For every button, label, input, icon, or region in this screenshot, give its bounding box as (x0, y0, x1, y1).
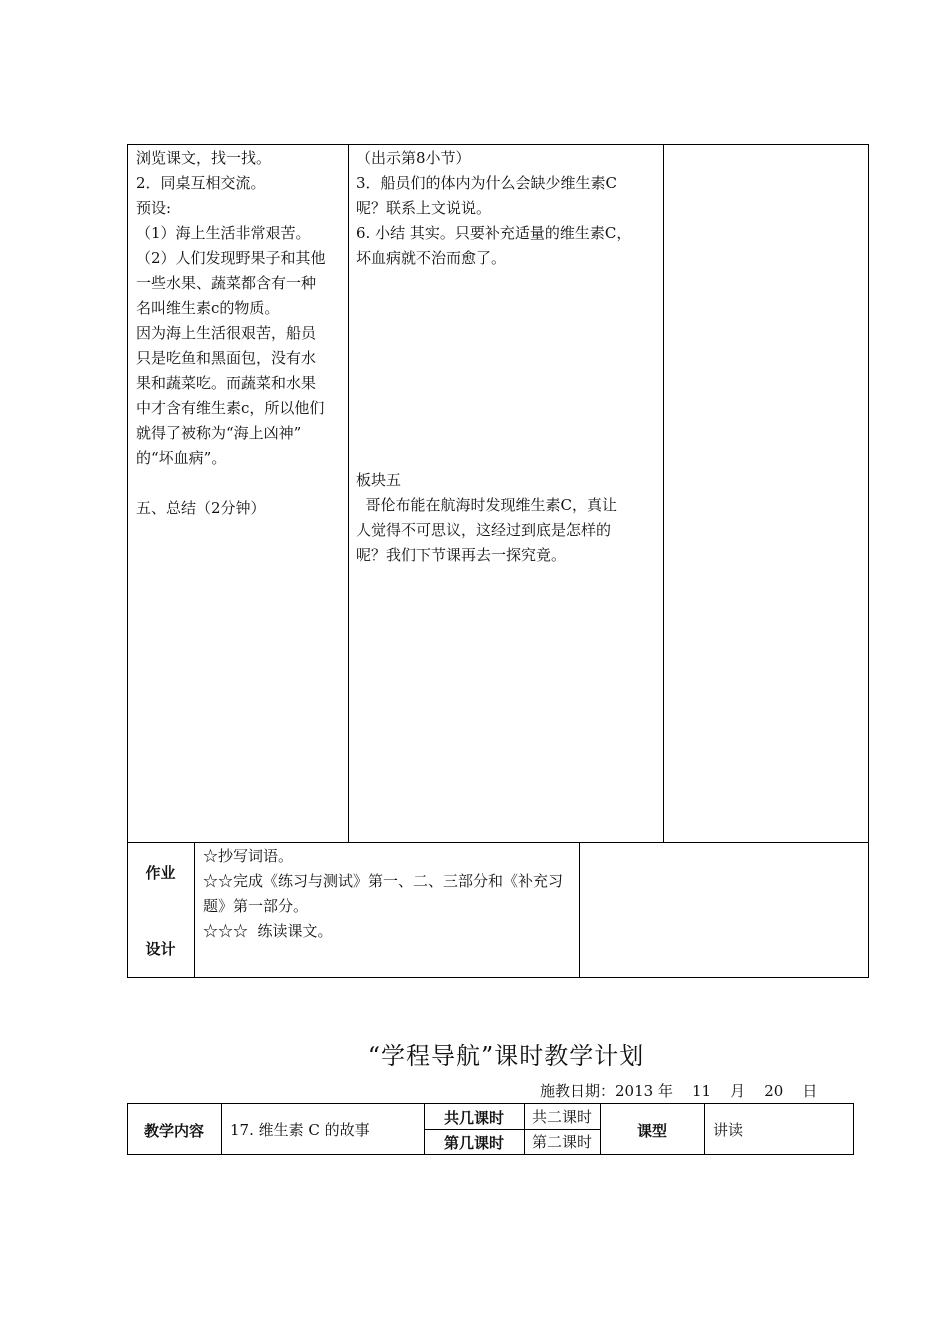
col2-line: 呢？联系上文说说。 (356, 199, 492, 217)
col1-line: （1）海上生活非常艰苦。 (136, 224, 311, 242)
homework-content (203, 844, 575, 944)
col1-line: 果和蔬菜吃。而蔬菜和水果 (136, 374, 317, 392)
col1-line: 只是吃鱼和黑面包，没有水 (136, 349, 317, 367)
lesson-col2-top (356, 146, 660, 271)
plan-content-value: 17. 维生素 C 的故事 (230, 1121, 370, 1139)
col1-line (136, 471, 344, 496)
col2-line: 人觉得不可思议，这经过到底是怎样的 (356, 521, 612, 539)
col1-line: 五、总结（2分钟） (136, 499, 266, 517)
col1-line: 浏览课文，找一找。 (136, 149, 272, 167)
col1-line: 一些水果、蔬菜都含有一种 (136, 274, 317, 292)
col2-line: 6. 小结 其实。只要补充适量的维生素C， (356, 224, 632, 242)
plan-type-label: 课型 (636, 1122, 667, 1140)
col1-line: 就得了被称为“海上凶神” (136, 424, 302, 442)
lesson-col2-bottom (356, 468, 660, 568)
plan-title: “学程导航”课时教学计划 (367, 1042, 645, 1070)
homework-label-top: 作业 (145, 864, 176, 882)
col1-line: 名叫维生素c的物质。 (136, 299, 280, 317)
col2-line: 3．船员们的体内为什么会缺少维生素C (356, 174, 618, 192)
plan-content-label: 教学内容 (143, 1122, 204, 1140)
lesson-col1 (136, 146, 344, 521)
col1-line: 预设: (136, 199, 172, 217)
homework-line: ☆☆☆ 练读课文。 (203, 922, 333, 940)
plan-lesson-value: 第二课时 (531, 1133, 592, 1151)
col1-line: 中才含有维生素c，所以他们 (136, 399, 325, 417)
plan-date: 施教日期：2013 年 11 月 20 日 (540, 1082, 818, 1100)
homework-line: 题》第一部分。 (203, 897, 309, 915)
homework-line: ☆抄写词语。 (203, 847, 294, 865)
col1-line: 因为海上生活很艰苦，船员 (136, 324, 317, 342)
col2-line: 哥伦布能在航海时发现维生素C，真让 (356, 496, 618, 514)
homework-label-bottom: 设计 (145, 940, 176, 958)
plan-lesson-label: 第几课时 (443, 1134, 504, 1152)
plan-total-value: 共二课时 (531, 1108, 592, 1126)
col2-line: （出示第8小节） (356, 149, 471, 167)
col1-line: 2．同桌互相交流。 (136, 174, 266, 192)
col2-line: 呢？我们下节课再去一探究竟。 (356, 546, 567, 564)
col1-line: 的“坏血病”。 (136, 449, 227, 467)
col2-line: 板块五 (356, 471, 402, 489)
col1-line: （2）人们发现野果子和其他 (136, 249, 326, 267)
col2-line: 坏血病就不治而愈了。 (356, 249, 507, 267)
plan-type-value: 讲读 (713, 1121, 744, 1139)
plan-total-label: 共几课时 (443, 1109, 504, 1127)
homework-line: ☆☆完成《练习与测试》第一、二、三部分和《补充习 (203, 872, 564, 890)
